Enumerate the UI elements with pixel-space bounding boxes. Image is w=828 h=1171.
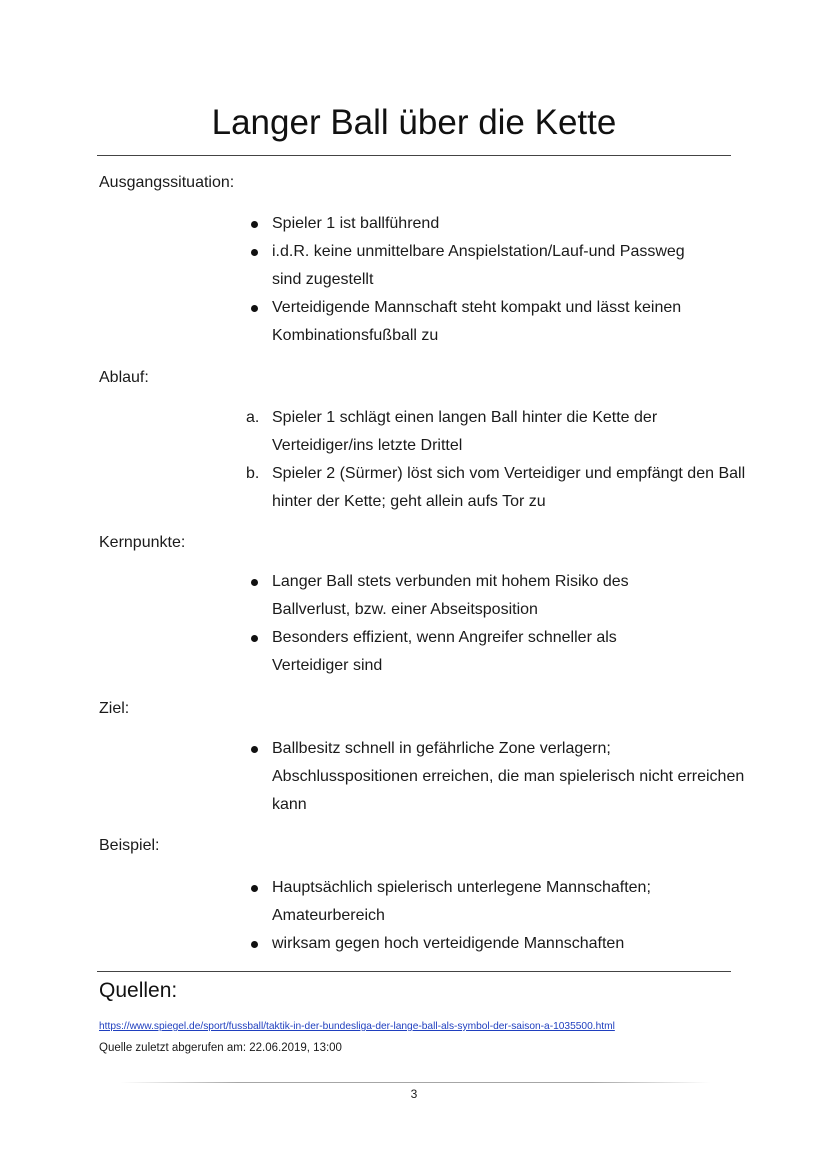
list-item [246, 294, 712, 350]
source-retrieved-date: Quelle zuletzt abgerufen am: 22.06.2019, 13:00 [99, 1042, 342, 1054]
list-item-text: i.d.R. keine unmittelbare Anspielstation/Lauf-und Passweg sind zugestellt [272, 243, 685, 288]
list-marker: a. [246, 409, 260, 426]
list-item-text: wirksam gegen hoch verteidigende Mannschaften [272, 935, 625, 952]
list-item-text: Spieler 1 ist ballführend [272, 215, 440, 232]
title-divider [97, 155, 731, 156]
list-item-text: Verteidigende Mannschaft steht kompakt und lässt keinen Kombinationsfußball zu [272, 299, 682, 344]
ziel-list [246, 735, 745, 819]
beispiel-list [246, 874, 736, 958]
list-item [246, 568, 702, 624]
list-item-text: Hauptsächlich spielerisch unterlegene Mannschaften; Amateurbereich [272, 879, 651, 924]
page-title: Langer Ball über die Kette [211, 103, 617, 142]
section-label-kernpunkte: Kernpunkte: [99, 534, 186, 551]
kernpunkte-list [246, 568, 736, 680]
list-item-text: Ballbesitz schnell in gefährliche Zone verlagern; Abschlusspositionen erreichen, die man spielerisch nicht erreichen kann [272, 740, 745, 813]
source-link[interactable]: https://www.spiegel.de/sport/fussball/taktik-in-der-bundesliga-der-lange-ball-als-symbol-der-saison-a-1035500.html [99, 1021, 615, 1032]
sources-divider [97, 971, 731, 972]
list-item [246, 460, 760, 516]
list-item-text: Langer Ball stets verbunden mit hohem Risiko des Ballverlust, bzw. einer Abseitsposition [272, 573, 629, 618]
list-item [246, 624, 692, 680]
sources-heading: Quellen: [99, 979, 178, 1002]
list-item [246, 735, 747, 819]
list-item-text: Besonders effizient, wenn Angreifer schneller als Verteidiger sind [272, 629, 617, 674]
list-item [246, 404, 732, 460]
list-item-text: Spieler 1 schlägt einen langen Ball hinter die Kette der Verteidiger/ins letzte Drittel [272, 409, 658, 454]
ablauf-list [246, 404, 746, 516]
section-label-ablauf: Ablauf: [99, 369, 149, 386]
footer-divider [120, 1082, 710, 1083]
section-label-ausgangssituation: Ausgangssituation: [99, 174, 235, 191]
page-number: 3 [410, 1087, 418, 1101]
section-label-ziel: Ziel: [99, 700, 130, 717]
section-label-beispiel: Beispiel: [99, 837, 160, 854]
list-item-text: Spieler 2 (Sürmer) löst sich vom Verteidiger und empfängt den Ball hinter der Kette; geht allein aufs Tor zu [272, 465, 746, 510]
ausgangssituation-list [246, 210, 736, 350]
list-item [246, 210, 736, 238]
list-marker: b. [246, 465, 260, 482]
list-item [246, 930, 736, 958]
list-item [246, 238, 692, 294]
list-item [246, 874, 732, 930]
